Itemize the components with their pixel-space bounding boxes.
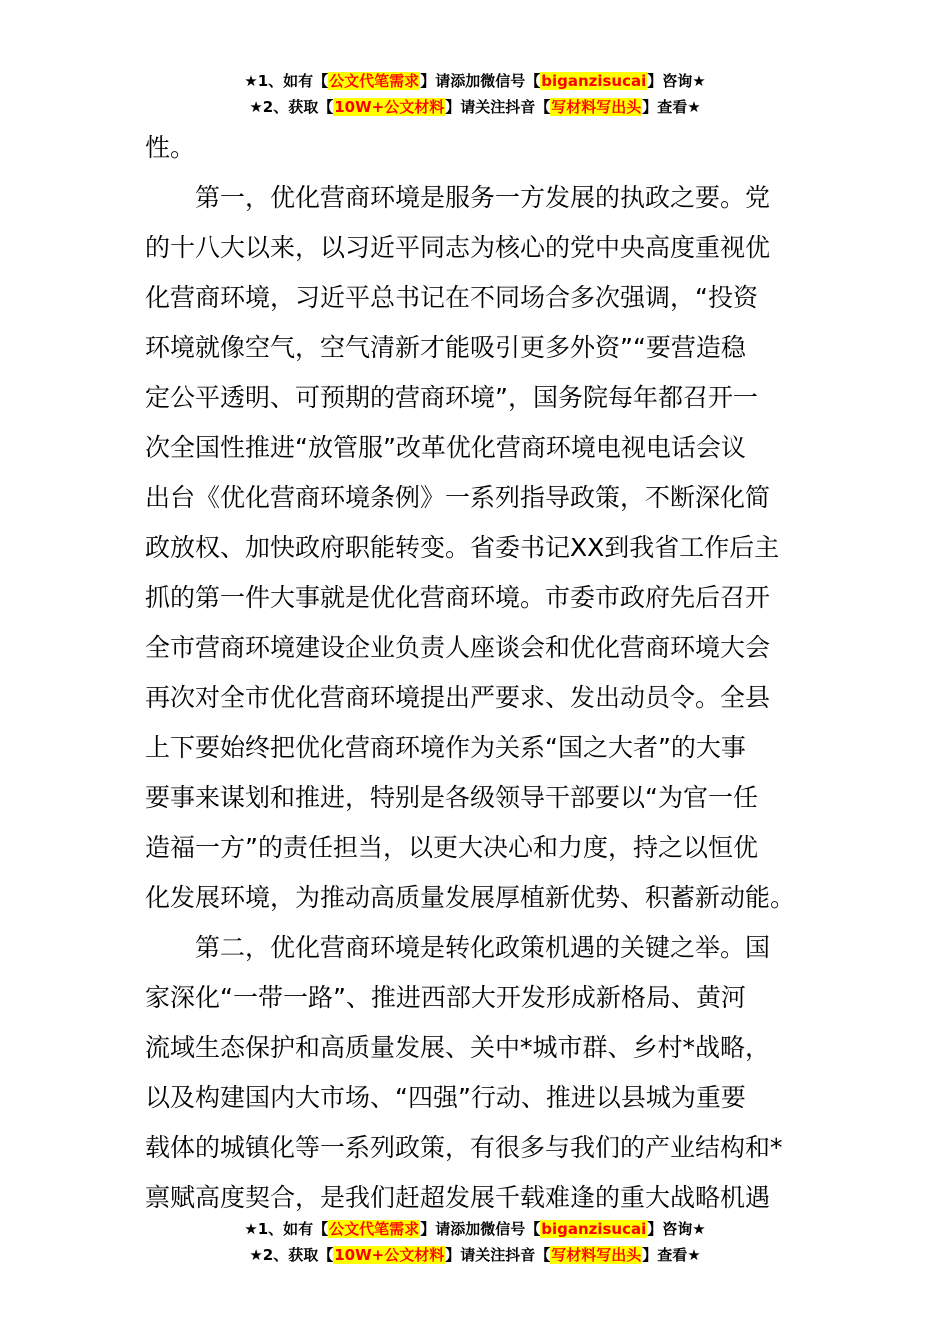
banner-text: 】咨询★ — [647, 1220, 706, 1238]
banner-text: 】查看★ — [642, 98, 701, 116]
body-line: 上下要始终把优化营商环境作为关系“国之大者”的大事 — [145, 733, 746, 762]
body-line: 抓的第一件大事就是优化营商环境。市委市政府先后召开 — [145, 583, 771, 612]
paragraph-start-line: 第二，优化营商环境是转化政策机遇的关键之举。国 — [195, 933, 771, 962]
body-line: 家深化“一带一路”、推进西部大开发形成新格局、黄河 — [145, 983, 746, 1012]
body-line: 次全国性推进“放管服”改革优化营商环境电视电话会议 — [145, 433, 746, 462]
banner-line-2 — [0, 94, 950, 120]
banner-line-1 — [0, 68, 950, 94]
banner-line-2 — [0, 1242, 950, 1268]
banner-text: 】请关注抖音【 — [445, 1246, 551, 1264]
banner-highlight: 写材料写出头 — [551, 1246, 642, 1264]
body-line: 造福一方”的责任担当，以更大决心和力度，持之以恒优 — [145, 833, 758, 862]
banner-highlight: biganzisucai — [541, 1220, 647, 1238]
banner-text: 】咨询★ — [647, 72, 706, 90]
banner-text: 】查看★ — [642, 1246, 701, 1264]
footer-banner — [0, 1216, 950, 1268]
body-line: 禀赋高度契合，是我们赶超发展千载难逢的重大战略机遇 — [145, 1183, 771, 1212]
banner-highlight: 10W+公文材料 — [334, 98, 445, 116]
banner-text: ★1、如有【 — [244, 72, 329, 90]
banner-highlight: 公文代笔需求 — [329, 1220, 420, 1238]
banner-text: ★2、获取【 — [249, 98, 334, 116]
body-line: 的十八大以来，以习近平同志为核心的党中央高度重视优 — [145, 233, 771, 262]
banner-text: 】请添加微信号【 — [420, 72, 541, 90]
body-line: 性。 — [145, 133, 196, 162]
body-line: 以及构建国内大市场、“四强”行动、推进以县城为重要 — [145, 1083, 746, 1112]
banner-text: ★1、如有【 — [244, 1220, 329, 1238]
body-line: 政放权、加快政府职能转变。省委书记XX到我省工作后主 — [145, 533, 780, 562]
body-line: 出台《优化营商环境条例》一系列指导政策，不断深化简 — [145, 483, 771, 512]
body-line: 化发展环境，为推动高质量发展厚植新优势、积蓄新动能。 — [145, 883, 796, 912]
body-line: 再次对全市优化营商环境提出严要求、发出动员令。全县 — [145, 683, 771, 712]
body-line: 载体的城镇化等一系列政策，有很多与我们的产业结构和* — [145, 1133, 783, 1162]
header-banner — [0, 68, 950, 120]
banner-highlight: 公文代笔需求 — [329, 72, 420, 90]
body-line: 要事来谋划和推进，特别是各级领导干部要以“为官一任 — [145, 783, 758, 812]
banner-highlight: 写材料写出头 — [551, 98, 642, 116]
paragraph-start-line: 第一，优化营商环境是服务一方发展的执政之要。党 — [195, 183, 771, 212]
body-line: 流域生态保护和高质量发展、关中*城市群、乡村*战略， — [145, 1033, 771, 1062]
banner-highlight: biganzisucai — [541, 72, 647, 90]
banner-text: 】请添加微信号【 — [420, 1220, 541, 1238]
body-line: 定公平透明、可预期的营商环境”，国务院每年都召开一 — [145, 383, 758, 412]
body-line: 化营商环境，习近平总书记在不同场合多次强调，“投资 — [145, 283, 758, 312]
document-body — [145, 123, 810, 1223]
body-line: 全市营商环境建设企业负责人座谈会和优化营商环境大会 — [145, 633, 771, 662]
banner-text: 】请关注抖音【 — [445, 98, 551, 116]
banner-line-1 — [0, 1216, 950, 1242]
banner-highlight: 10W+公文材料 — [334, 1246, 445, 1264]
banner-text: ★2、获取【 — [249, 1246, 334, 1264]
body-line: 环境就像空气，空气清新才能吸引更多外资”“要营造稳 — [145, 333, 746, 362]
